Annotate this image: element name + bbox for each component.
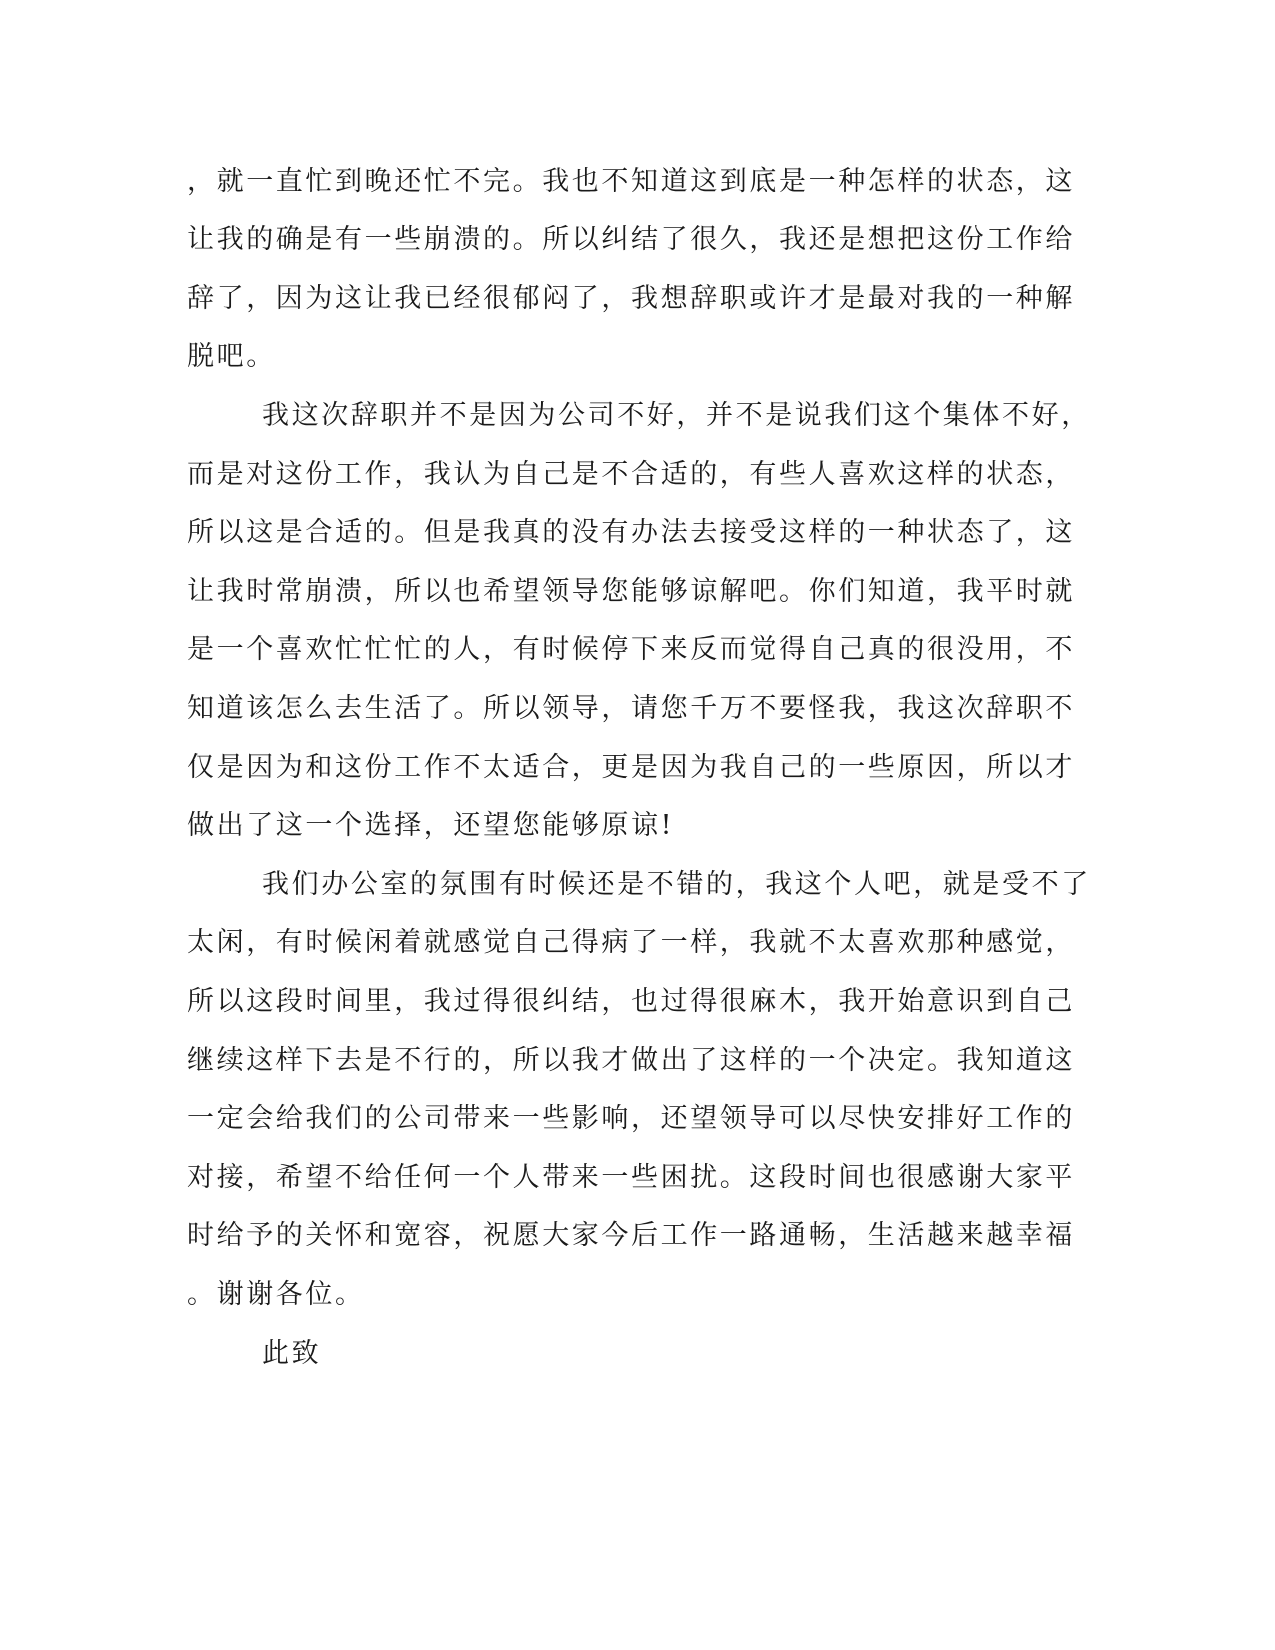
text-line: 知道该怎么去生活了。所以领导，请您千万不要怪我，我这次辞职不: [187, 693, 1075, 724]
paragraph-first-line: 我们办公室的氛围有时候还是不错的，我这个人吧，就是受不了: [262, 869, 1091, 900]
text-line: 时给予的关怀和宽容，祝愿大家今后工作一路通畅，生活越来越幸福: [187, 1220, 1075, 1251]
text-line: 。谢谢各位。: [187, 1279, 365, 1310]
text-line: 对接，希望不给任何一个人带来一些困扰。这段时间也很感谢大家平: [187, 1162, 1075, 1193]
text-line: 仅是因为和这份工作不太适合，更是因为我自己的一些原因，所以才: [187, 752, 1075, 783]
text-line: 脱吧。: [187, 341, 276, 372]
text-line: 做出了这一个选择，还望您能够原谅!: [187, 810, 675, 841]
text-line: ，就一直忙到晚还忙不完。我也不知道这到底是一种怎样的状态，这: [187, 166, 1075, 197]
text-line: 所以这段时间里，我过得很纠结，也过得很麻木，我开始意识到自己: [187, 986, 1075, 1017]
text-line: 一定会给我们的公司带来一些影响，还望领导可以尽快安排好工作的: [187, 1103, 1075, 1134]
text-line: 是一个喜欢忙忙忙的人，有时候停下来反而觉得自己真的很没用，不: [187, 634, 1075, 665]
text-line: 继续这样下去是不行的，所以我才做出了这样的一个决定。我知道这: [187, 1045, 1075, 1076]
text-line: 让我的确是有一些崩溃的。所以纠结了很久，我还是想把这份工作给: [187, 224, 1075, 255]
paragraph-first-line: 我这次辞职并不是因为公司不好，并不是说我们这个集体不好，: [262, 400, 1091, 431]
text-line: 太闲，有时候闲着就感觉自己得病了一样，我就不太喜欢那种感觉，: [187, 927, 1075, 958]
text-line: 让我时常崩溃，所以也希望领导您能够谅解吧。你们知道，我平时就: [187, 576, 1075, 607]
text-line: 而是对这份工作，我认为自己是不合适的，有些人喜欢这样的状态，: [187, 459, 1075, 490]
text-line: 辞了，因为这让我已经很郁闷了，我想辞职或许才是最对我的一种解: [187, 283, 1075, 314]
closing-salutation: 此致: [262, 1338, 322, 1369]
text-line: 所以这是合适的。但是我真的没有办法去接受这样的一种状态了，这: [187, 517, 1075, 548]
